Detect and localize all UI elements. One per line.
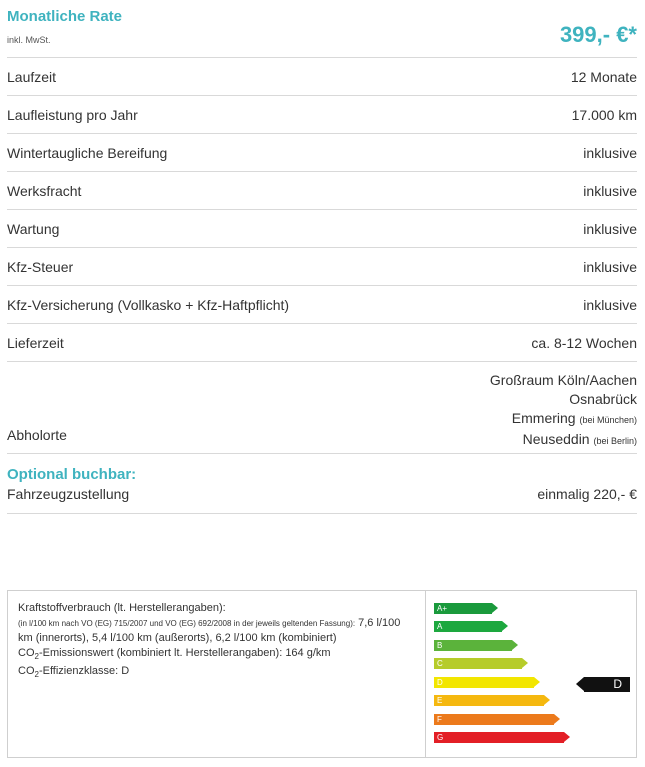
efficiency-bar-f: F — [434, 714, 554, 725]
condition-label: Werksfracht — [7, 183, 82, 199]
optional-title: Optional buchbar: — [7, 466, 137, 483]
monthly-rate-title: Monatliche Rate — [7, 8, 123, 25]
pickup-location-note: (bei Berlin) — [593, 436, 637, 446]
condition-row-werksfracht — [7, 172, 637, 210]
efficiency-bar-b: B — [434, 640, 512, 651]
efficiency-bar-a-plus: A+ — [434, 603, 492, 614]
condition-label: Wartung — [7, 221, 60, 237]
pickup-location-name: Emmering — [511, 410, 576, 426]
condition-row-kfz-steuer — [7, 248, 637, 286]
monthly-rate-block — [7, 8, 637, 58]
pickup-location-note: (bei München) — [579, 415, 637, 425]
condition-row-bereifung — [7, 134, 637, 172]
condition-value: inklusive — [583, 183, 637, 199]
condition-label: Laufzeit — [7, 69, 57, 85]
pickup-locations-label: Abholorte — [7, 427, 67, 443]
condition-value: inklusive — [583, 145, 637, 161]
condition-value: inklusive — [583, 259, 637, 275]
condition-label: Laufleistung pro Jahr — [7, 107, 138, 123]
pickup-location — [490, 409, 637, 430]
energy-label-box — [7, 590, 637, 758]
condition-row-laufleistung — [7, 96, 637, 134]
optional-options-block — [7, 464, 637, 514]
energy-divider — [425, 591, 426, 757]
optional-value: einmalig 220,- € — [537, 486, 637, 502]
pickup-locations-list — [490, 371, 637, 451]
condition-value: 17.000 km — [571, 107, 637, 123]
consumption-figures: 7,6 l/100 km (innerorts), 5,4 l/100 km (außerorts), 6,2 l/100 km (kombiniert) — [18, 617, 401, 644]
regulation-note: (in l/100 km nach VO (EG) 715/2007 und VO (EG) 692/2008 in der jeweils geltenden Fassung): — [18, 619, 356, 628]
pickup-location-name: Großraum Köln/Aachen — [489, 372, 637, 388]
monthly-rate-price: 399,- €* — [559, 22, 637, 47]
co2-emission-line: $CO_2$-Emissionswert (kombiniert lt. Herstellerangaben): 164 g/km — [18, 647, 331, 662]
pickup-location-name: Osnabrück — [569, 391, 637, 407]
condition-label: Lieferzeit — [7, 335, 64, 351]
condition-row-wartung — [7, 210, 637, 248]
co2-class-line: $CO_2$-Effizienzklasse: D — [18, 665, 130, 680]
pickup-location — [490, 390, 637, 409]
condition-value: ca. 8-12 Wochen — [531, 335, 637, 351]
condition-row-versicherung — [7, 286, 637, 324]
vat-note: inkl. MwSt. — [7, 35, 51, 45]
pickup-location — [490, 371, 637, 390]
current-efficiency-marker: D — [584, 677, 630, 692]
condition-label: Kfz-Steuer — [7, 259, 74, 275]
fuel-consumption-heading: Kraftstoffverbrauch (lt. Herstellerangaben): — [18, 602, 226, 614]
condition-label: Wintertaugliche Bereifung — [7, 145, 168, 161]
condition-label: Kfz-Versicherung (Vollkasko + Kfz-Haftpflicht) — [7, 297, 290, 313]
efficiency-bar-e: E — [434, 695, 544, 706]
conditions-list — [7, 58, 637, 362]
fuel-consumption-values — [18, 616, 418, 646]
pickup-locations-row — [7, 362, 637, 454]
efficiency-bar-g: G — [434, 732, 564, 743]
fuel-consumption-text — [18, 601, 418, 682]
efficiency-scale — [432, 591, 642, 757]
condition-row-lieferzeit — [7, 324, 637, 362]
condition-value: inklusive — [583, 297, 637, 313]
efficiency-bar-d: D — [434, 677, 534, 688]
optional-label: Fahrzeugzustellung — [7, 486, 130, 502]
pickup-location-name: Neuseddin — [522, 431, 590, 447]
condition-row-laufzeit — [7, 58, 637, 96]
efficiency-bar-a: A — [434, 621, 502, 632]
condition-value: inklusive — [583, 221, 637, 237]
condition-value: 12 Monate — [570, 69, 637, 85]
pickup-location — [490, 430, 637, 451]
efficiency-bar-c: C — [434, 658, 522, 669]
